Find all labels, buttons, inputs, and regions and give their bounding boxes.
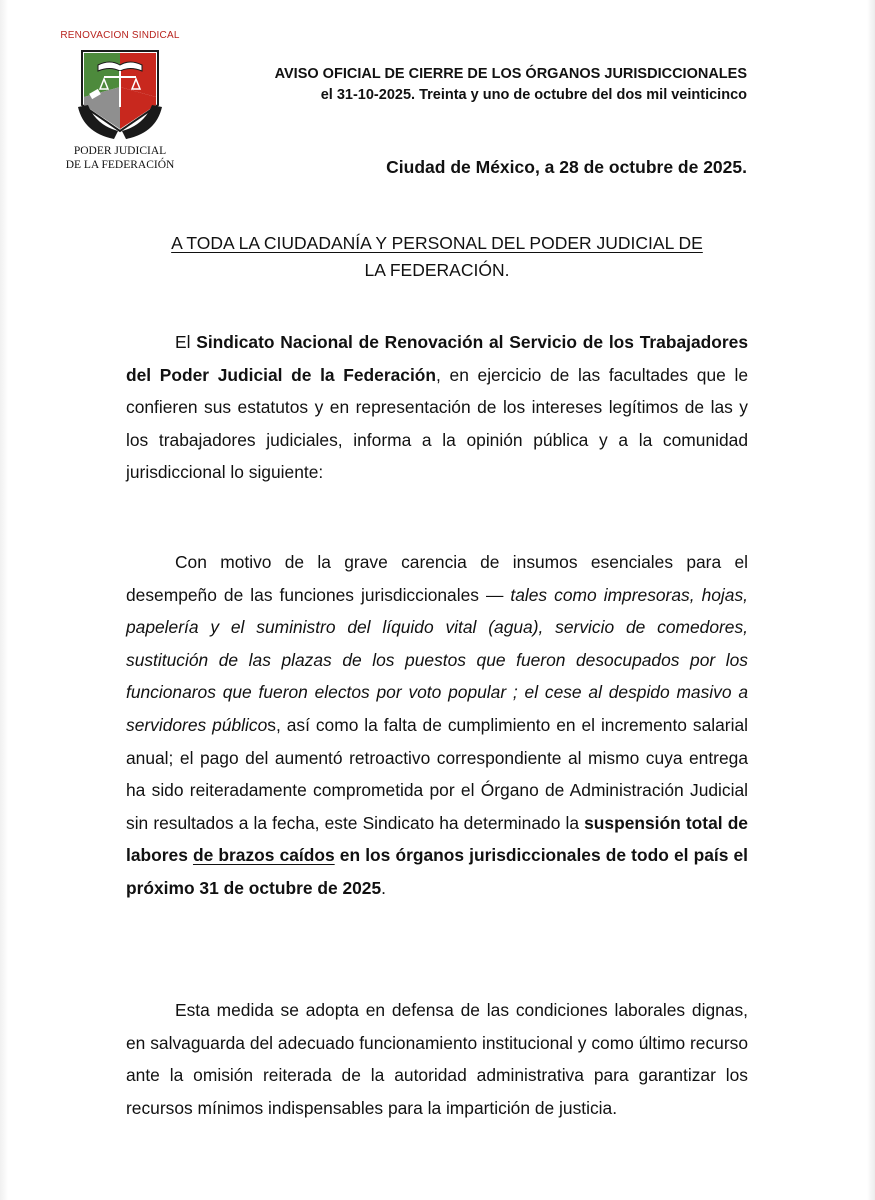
logo-top-text: RENOVACION SINDICAL [60,30,180,41]
p2-text-2: s, así como la falta de cumplimiento en el incremento salarial anual; el pago del aumentó retroactivo correspondiente al mismo cuya entrega ha sido reiteradamente comprometida por el Órgano de Administración Judicial sin resultados a la fecha, este Sindicato ha determinado la [126,714,748,833]
notice-title-line2: el 31-10-2025. Treinta y uno de octubre del dos mil veinticinco [320,87,747,103]
paragraph-reasons [126,546,748,905]
page-edge-right [867,0,875,1200]
p2-brazos-caidos: de brazos caídos [192,845,335,866]
p2-date-bold: en los órganos jurisdiccionales de todo el país el próximo 31 de octubre de 2025 [126,845,748,898]
p2-text-1: Con motivo de la grave carencia de insumos esenciales para el desempeño de las funciones jurisdiccionales — [126,552,748,605]
addressee-line1: A TODA LA CIUDADANÍA Y PERSONAL DEL PODER JUDICIAL DE [171,233,703,253]
date-line: Ciudad de México, a 28 de octubre de 2025. [386,157,747,177]
p3-text: Esta medida se adopta en defensa de las condiciones laborales dignas, en salvaguarda del adecuado funcionamiento institucional y como último recurso ante la omisión reiterada de la autoridad administrativa para garantizar los recursos mínimos indispensables para la impartición de justicia. [126,1000,748,1118]
p1-text-2: , en ejercicio de las facultades que le confieren sus estatutos y en representación de los intereses legítimos de las y los trabajadores judiciales, informa a la opinión pública y a la comunidad jurisdiccional lo siguiente: [126,364,748,483]
logo-bottom-line2: DE LA FEDERACIÓN [65,159,175,171]
p2-suspension-bold: suspensión total de labores [126,812,748,866]
page-edge-left [0,0,8,1200]
p2-text-3: . [381,877,386,898]
notice-title [187,64,747,106]
p1-text-1: El [175,332,197,352]
notice-title-line1: AVISO OFICIAL DE CIERRE DE LOS ÓRGANOS JURISDICCIONALES [274,66,747,82]
union-logo [50,30,190,171]
addressee-heading [126,230,748,284]
logo-bottom-line1: PODER JUDICIAL [73,145,167,157]
addressee-line2: LA FEDERACIÓN. [364,260,510,280]
scales-of-justice-emblem-icon [74,45,166,143]
paragraph-justification [126,994,748,1124]
p2-italic-list: tales como impresoras, hojas, papelería y el suministro del líquido vital (agua), servicio de comedores, sustitución de las plazas de los puestos que fueron desocupados por los funcionaros que fueron electos por voto popular ; el cese al despido masivo a servidores público [126,584,748,735]
paragraph-intro [126,326,748,489]
p1-union-name: Sindicato Nacional de Renovación al Servicio de los Trabajadores del Poder Judicial de la Federación [126,332,748,385]
